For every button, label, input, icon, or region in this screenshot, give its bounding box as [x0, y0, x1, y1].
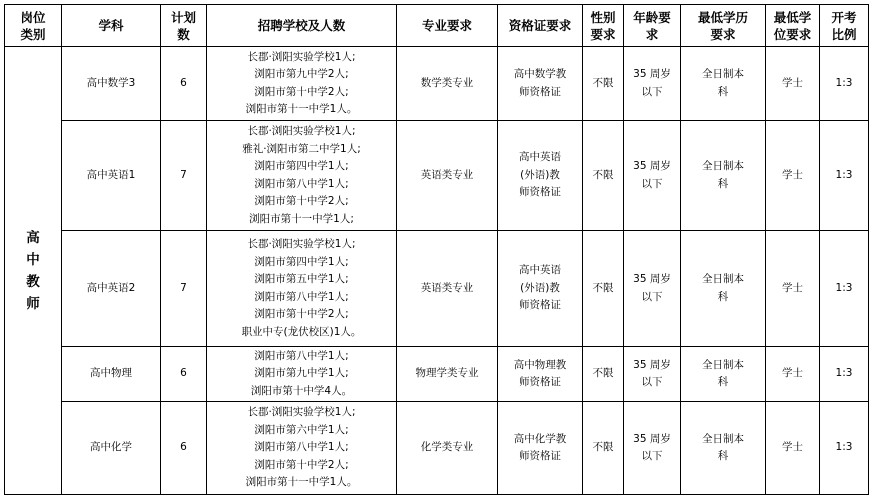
subject-cell: 高中物理 — [62, 347, 161, 402]
plan-count-cell: 7 — [161, 121, 207, 231]
certificate-cell — [498, 347, 583, 402]
header-schools: 招聘学校及人数 — [207, 5, 397, 47]
schools-cell — [207, 47, 397, 121]
major-cell: 英语类专业 — [397, 121, 498, 231]
cell-line: 35 周岁 — [633, 273, 671, 285]
certificate-cell — [498, 47, 583, 121]
header-row — [5, 5, 869, 47]
education-cell — [681, 47, 766, 121]
cell-line: 以下 — [641, 177, 663, 190]
schools-cell — [207, 121, 397, 231]
gender-cell: 不限 — [583, 231, 624, 347]
cell-line: 以下 — [641, 85, 663, 98]
degree-cell: 学士 — [766, 231, 820, 347]
header-age: 年龄要 求 — [624, 5, 681, 47]
header-cert: 资格证要求 — [498, 5, 583, 47]
category-char: 师 — [26, 295, 40, 312]
cell-line: 师资格证 — [519, 186, 561, 199]
cell-line: 浏阳市第八中学1人; — [254, 177, 349, 190]
cell-line: 长郡·浏阳实验学校1人; — [247, 238, 356, 250]
cell-line: 以下 — [641, 450, 663, 462]
cell-line: 科 — [717, 290, 729, 303]
cell-line: 浏阳市第十一中学1人。 — [245, 476, 358, 489]
header-category: 岗位 类别 — [5, 5, 62, 47]
age-cell — [624, 402, 681, 495]
category-cell — [5, 47, 62, 495]
table-row — [5, 231, 869, 347]
category-char: 高 — [26, 229, 40, 246]
header-ratio: 开考 比例 — [820, 5, 869, 47]
header-subject: 学科 — [62, 5, 161, 47]
table-row — [5, 347, 869, 402]
plan-count-cell: 7 — [161, 231, 207, 347]
cell-line: 师资格证 — [519, 299, 561, 312]
ratio-cell: 1:3 — [820, 47, 869, 121]
cell-line: 高中物理教 — [513, 358, 567, 371]
cell-line: 浏阳市第十中学2人; — [254, 308, 349, 320]
education-cell — [681, 402, 766, 495]
degree-cell: 学士 — [766, 121, 820, 231]
cell-line: 浏阳市第八中学1人; — [254, 441, 349, 454]
cell-line: 科 — [717, 85, 729, 98]
plan-count-cell: 6 — [161, 402, 207, 495]
category-char: 教 — [26, 273, 40, 290]
degree-cell: 学士 — [766, 347, 820, 402]
cell-line: 35 周岁 — [633, 68, 671, 80]
cell-line: 全日制本 — [702, 160, 744, 172]
cell-line: 长郡·浏阳实验学校1人; — [247, 125, 356, 137]
cell-line: 师资格证 — [519, 376, 561, 388]
schools-cell — [207, 231, 397, 347]
education-cell — [681, 347, 766, 402]
degree-cell: 学士 — [766, 47, 820, 121]
education-cell — [681, 121, 766, 231]
degree-cell: 学士 — [766, 402, 820, 495]
age-cell — [624, 47, 681, 121]
age-cell — [624, 231, 681, 347]
cell-line: 浏阳市第九中学2人; — [254, 68, 349, 80]
cell-line: 职业中专(龙伏校区)1人。 — [241, 325, 362, 338]
category-char: 中 — [26, 251, 40, 268]
header-major: 专业要求 — [397, 5, 498, 47]
ratio-cell: 1:3 — [820, 231, 869, 347]
plan-count-cell: 6 — [161, 47, 207, 121]
table-row — [5, 47, 869, 121]
cell-line: 高中化学教 — [513, 432, 567, 445]
major-cell: 物理学类专业 — [397, 347, 498, 402]
cell-line: 浏阳市第十中学2人; — [254, 85, 349, 98]
education-cell — [681, 231, 766, 347]
cell-line: 全日制本 — [702, 273, 744, 285]
recruitment-table — [4, 4, 869, 495]
cell-line: 浏阳市第五中学1人; — [254, 273, 349, 285]
cell-line: 高中数学教 — [513, 68, 567, 80]
cell-line: 35 周岁 — [633, 160, 671, 172]
cell-line: 科 — [717, 450, 729, 462]
subject-cell: 高中数学3 — [62, 47, 161, 121]
cell-line: 全日制本 — [702, 68, 744, 80]
cell-line: 以下 — [641, 376, 663, 388]
major-cell: 英语类专业 — [397, 231, 498, 347]
header-gender: 性别 要求 — [583, 5, 624, 47]
cell-line: 高中英语 — [519, 264, 561, 277]
cell-line: 浏阳市第八中学1人; — [254, 349, 349, 362]
cell-line: 浏阳市第十一中学1人; — [249, 212, 354, 225]
cell-line: 全日制本 — [702, 432, 744, 445]
cell-line: 以下 — [641, 290, 663, 303]
cell-line: 浏阳市第十中学2人; — [254, 458, 349, 471]
cell-line: (外语)教 — [520, 168, 560, 181]
certificate-cell — [498, 231, 583, 347]
subject-cell: 高中化学 — [62, 402, 161, 495]
cell-line: 全日制本 — [702, 358, 744, 371]
cell-line: 浏阳市第十中学4人。 — [250, 384, 353, 397]
cell-line: 科 — [717, 376, 729, 388]
certificate-cell — [498, 402, 583, 495]
certificate-cell — [498, 121, 583, 231]
cell-line: 科 — [717, 177, 729, 190]
table-row — [5, 402, 869, 495]
cell-line: 师资格证 — [519, 450, 561, 462]
cell-line: 浏阳市第九中学1人; — [254, 367, 349, 380]
cell-line: 浏阳市第四中学1人; — [254, 160, 349, 172]
table-row — [5, 121, 869, 231]
cell-line: 浏阳市第十中学2人; — [254, 195, 349, 207]
schools-cell — [207, 347, 397, 402]
schools-cell — [207, 402, 397, 495]
cell-line: (外语)教 — [520, 281, 560, 294]
cell-line: 浏阳市第十一中学1人。 — [245, 103, 358, 115]
major-cell: 化学类专业 — [397, 402, 498, 495]
cell-line: 浏阳市第四中学1人; — [254, 255, 349, 268]
cell-line: 35 周岁 — [633, 432, 671, 445]
gender-cell: 不限 — [583, 347, 624, 402]
ratio-cell: 1:3 — [820, 347, 869, 402]
header-education: 最低学历 要求 — [681, 5, 766, 47]
cell-line: 长郡·浏阳实验学校1人; — [247, 406, 356, 419]
cell-line: 长郡·浏阳实验学校1人; — [247, 50, 356, 63]
cell-line: 雅礼·浏阳市第二中学1人; — [242, 142, 361, 155]
cell-line: 高中英语 — [519, 151, 561, 164]
subject-cell: 高中英语2 — [62, 231, 161, 347]
subject-cell: 高中英语1 — [62, 121, 161, 231]
cell-line: 浏阳市第八中学1人; — [254, 290, 349, 303]
header-degree: 最低学 位要求 — [766, 5, 820, 47]
ratio-cell: 1:3 — [820, 402, 869, 495]
gender-cell: 不限 — [583, 402, 624, 495]
header-plan: 计划 数 — [161, 5, 207, 47]
major-cell: 数学类专业 — [397, 47, 498, 121]
gender-cell: 不限 — [583, 121, 624, 231]
cell-line: 浏阳市第六中学1人; — [254, 423, 349, 436]
ratio-cell: 1:3 — [820, 121, 869, 231]
plan-count-cell: 6 — [161, 347, 207, 402]
gender-cell: 不限 — [583, 47, 624, 121]
cell-line: 35 周岁 — [633, 358, 671, 371]
cell-line: 师资格证 — [519, 85, 561, 98]
age-cell — [624, 347, 681, 402]
age-cell — [624, 121, 681, 231]
